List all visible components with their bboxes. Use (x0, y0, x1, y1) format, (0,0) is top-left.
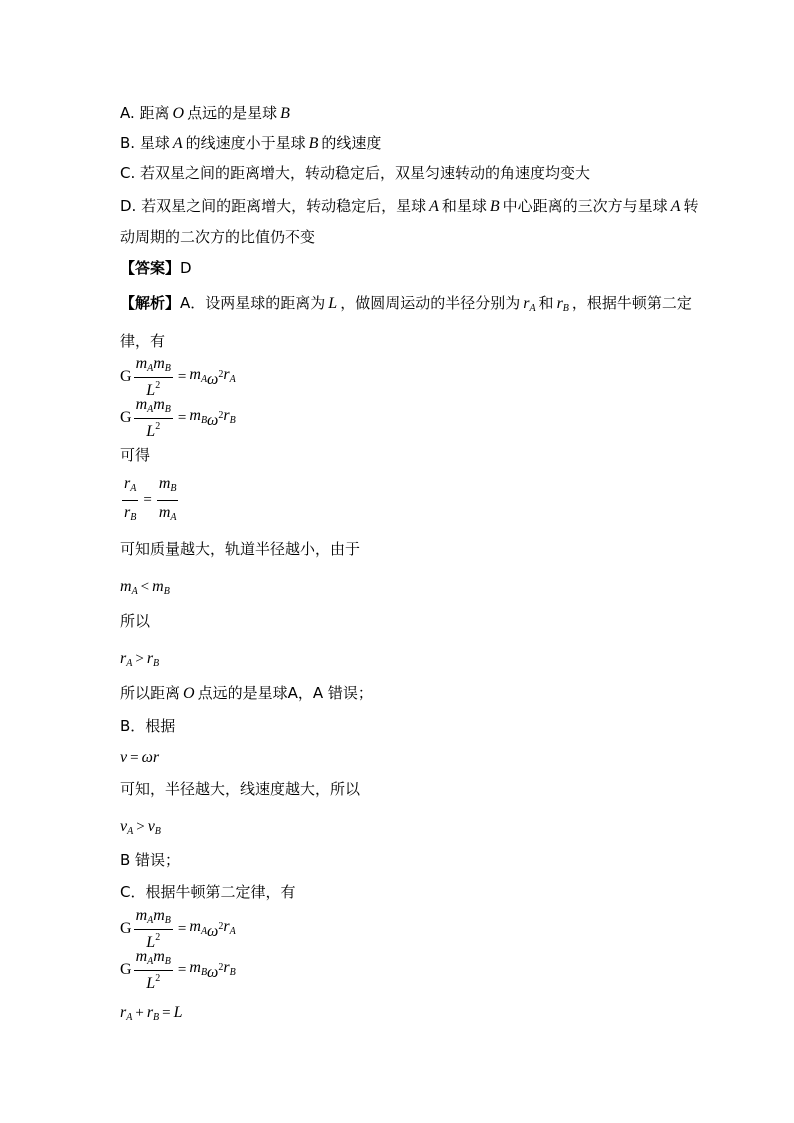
text-segment: B 错误； (120, 851, 181, 869)
math-variable-symbol: m (135, 948, 148, 965)
math-variable-symbol: L (146, 423, 156, 440)
step-c-intro (120, 882, 295, 902)
math-superscript: 2 (155, 932, 161, 943)
fraction-numerator (122, 476, 138, 496)
math-variable-symbol: G (120, 409, 132, 426)
text-segment: 的线速度小于星球 (185, 134, 306, 152)
math-operator: = (130, 750, 139, 766)
math-variable (147, 650, 159, 667)
section-label: 【解析】 (120, 294, 181, 312)
math-variable-symbol: L (173, 1004, 183, 1021)
math-variable (280, 105, 290, 122)
math-subscript: B (164, 363, 171, 374)
text-segment: B. 星球 (120, 134, 170, 152)
text-segment: A．设两星球的距离为 (180, 294, 326, 312)
math-variable (124, 475, 136, 492)
text-segment: 所以 (120, 612, 151, 630)
math-subscript: B (200, 414, 208, 426)
analysis-intro-continued (120, 331, 165, 351)
text-segment: ，根据牛顿第二定 (571, 294, 692, 312)
math-variable (120, 1004, 132, 1021)
math-variable (142, 749, 153, 766)
math-variable (328, 295, 337, 312)
math-variable-symbol: m (153, 396, 165, 413)
math-variable (159, 475, 177, 492)
math-variable (207, 365, 223, 390)
fraction (122, 476, 138, 525)
math-variable (189, 958, 207, 983)
math-variable (557, 295, 569, 312)
math-variable (173, 135, 183, 152)
option-c (120, 163, 590, 183)
fraction (157, 476, 179, 525)
math-subscript: A (200, 373, 208, 385)
math-operator: < (140, 579, 150, 595)
text-segment: 可得 (120, 446, 151, 464)
text-segment: 可知，半径越大，线速度越大，所以 (120, 780, 361, 798)
math-operator: = (162, 1005, 171, 1021)
math-operator: = (177, 369, 187, 385)
math-variable (183, 685, 195, 702)
math-variable-symbol: m (158, 503, 171, 521)
math-variable-symbol: G (120, 961, 132, 978)
text-segment: 和星球 (441, 197, 487, 215)
math-variable-symbol: L (328, 295, 338, 312)
math-variable-symbol: A (670, 198, 681, 215)
step-b-reason (120, 779, 360, 799)
math-variable-symbol: r (223, 917, 230, 935)
math-variable-symbol: ω (141, 749, 153, 766)
text-segment: C. 若双星之间的距离增大，转动稳定后，双星匀速转动的角速度均变大 (120, 164, 591, 182)
math-subscript: A (170, 511, 177, 523)
math-operator: = (143, 492, 152, 508)
math-variable (207, 406, 223, 431)
math-variable-symbol: r (223, 958, 230, 976)
math-variable (159, 504, 177, 521)
math-variable-symbol: r (523, 295, 530, 312)
text-segment: A. 距离 (120, 104, 170, 122)
equation-radius-ratio (120, 474, 180, 523)
math-variable-symbol: m (153, 948, 165, 965)
math-variable-symbol: m (120, 578, 132, 595)
math-subscript: A (131, 586, 138, 597)
math-variable (120, 408, 132, 428)
math-variable-symbol: r (223, 406, 230, 424)
math-variable (120, 367, 132, 387)
math-operator: + (135, 1005, 144, 1021)
math-variable-symbol: m (189, 958, 201, 976)
math-variable (429, 198, 439, 215)
fraction-denominator (157, 505, 179, 525)
math-variable-symbol: r (120, 1004, 127, 1021)
math-subscript: B (163, 586, 170, 597)
fraction-bar (134, 970, 173, 971)
math-variable (174, 1004, 183, 1021)
fraction (134, 949, 173, 991)
fraction (134, 356, 173, 398)
math-variable (153, 396, 171, 413)
fraction-numerator (134, 908, 173, 928)
text-segment: 动周期的二次方的比值仍不变 (120, 228, 316, 246)
fraction (134, 908, 173, 950)
math-subscript: B (170, 482, 177, 494)
math-variable (120, 650, 132, 667)
math-variable (189, 917, 207, 942)
text-segment: 点远的是星球A，A 错误； (197, 684, 373, 702)
math-variable-symbol: B (489, 198, 500, 215)
math-superscript: 2 (155, 973, 161, 984)
fraction-bar (122, 500, 138, 501)
fraction-bar (134, 418, 173, 419)
fraction-bar (157, 500, 179, 501)
math-variable (120, 960, 132, 980)
math-variable (223, 917, 235, 942)
text-therefore (120, 611, 150, 631)
math-variable (671, 198, 681, 215)
math-variable (148, 818, 161, 835)
math-variable (223, 958, 235, 983)
math-subscript: B (229, 966, 236, 978)
math-subscript: B (153, 658, 160, 669)
math-variable (173, 105, 185, 122)
math-variable-symbol: r (124, 503, 131, 521)
equation-gravity-c-a (120, 907, 236, 951)
math-variable-symbol: ω (207, 922, 219, 940)
math-subscript: A (147, 404, 154, 415)
text-segment: 律，有 (120, 332, 166, 350)
text-segment: D (180, 259, 192, 277)
math-superscript: 2 (218, 961, 224, 973)
math-variable (207, 958, 223, 983)
math-variable (189, 365, 207, 390)
math-variable (153, 907, 171, 924)
equation-gravity-b (120, 396, 236, 440)
math-variable-symbol: r (152, 749, 160, 766)
conclusion-a (120, 683, 373, 703)
text-segment: D. 若双星之间的距离增大，转动稳定后，星球 (120, 197, 427, 215)
equation-gravity-c-b (120, 948, 236, 992)
math-variable (152, 578, 170, 595)
math-variable-symbol: A (172, 135, 183, 152)
math-variable-symbol: L (146, 382, 156, 399)
math-variable-symbol: O (183, 685, 195, 702)
option-d (120, 196, 698, 216)
math-variable-symbol: r (124, 474, 131, 492)
option-d-continued (120, 227, 315, 247)
math-subscript: B (164, 404, 171, 415)
math-subscript: A (200, 925, 208, 937)
option-a (120, 103, 293, 123)
math-subscript: B (164, 915, 171, 926)
math-variable (146, 423, 160, 440)
math-superscript: 2 (218, 920, 224, 932)
math-variable (120, 919, 132, 939)
math-variable (523, 295, 535, 312)
math-subscript: B (153, 1012, 160, 1023)
math-superscript: 2 (218, 368, 224, 380)
math-variable (189, 406, 207, 431)
fraction-numerator (134, 356, 173, 376)
math-variable (147, 1004, 159, 1021)
math-subscript: A (126, 1012, 133, 1023)
math-variable-symbol: A (429, 198, 439, 215)
fraction-denominator (144, 972, 162, 991)
math-variable (223, 406, 235, 431)
step-b-intro (120, 716, 175, 736)
math-variable-symbol: m (135, 355, 148, 372)
math-subscript: A (529, 303, 536, 314)
math-subscript: A (229, 925, 236, 937)
math-superscript: 2 (155, 421, 161, 432)
math-variable-symbol: L (146, 975, 156, 992)
math-variable-symbol: r (223, 365, 230, 383)
math-variable (153, 355, 171, 372)
math-variable (153, 948, 171, 965)
math-variable-symbol: m (135, 396, 148, 413)
math-subscript: A (127, 826, 134, 837)
math-variable-symbol: m (135, 907, 148, 924)
math-subscript: A (126, 658, 133, 669)
text-segment: 所以距离 (120, 684, 181, 702)
fraction-denominator (144, 420, 162, 439)
inequality-radius (120, 648, 159, 668)
math-variable-symbol: m (189, 917, 201, 935)
math-variable (490, 198, 500, 215)
fraction (134, 397, 173, 439)
math-variable-symbol: B (280, 105, 290, 122)
math-variable (120, 818, 133, 835)
math-variable-symbol: L (146, 934, 156, 951)
math-variable (120, 578, 138, 595)
math-subscript: A (130, 482, 137, 494)
math-variable-symbol: v (120, 749, 128, 766)
fraction-numerator (157, 476, 179, 496)
text-segment: 和 (538, 294, 554, 312)
math-subscript: B (154, 826, 161, 837)
math-operator: = (177, 921, 187, 937)
math-operator: > (136, 819, 145, 835)
math-superscript: 2 (218, 409, 224, 421)
fraction-numerator (134, 949, 173, 969)
math-variable (124, 504, 136, 521)
math-subscript: A (147, 363, 154, 374)
math-subscript: A (229, 373, 236, 385)
math-operator: = (177, 962, 187, 978)
math-subscript: A (147, 956, 154, 967)
math-variable (223, 365, 235, 390)
math-variable-symbol: ω (207, 963, 219, 981)
math-operator: > (135, 651, 144, 667)
math-subscript: B (562, 303, 569, 314)
fraction-denominator (122, 505, 138, 525)
math-variable-symbol: r (556, 295, 563, 312)
math-variable-symbol: v (147, 818, 155, 835)
equation-velocity (120, 747, 159, 767)
math-variable (136, 396, 154, 413)
math-variable (136, 907, 154, 924)
math-variable-symbol: O (172, 105, 185, 122)
math-variable (136, 948, 154, 965)
math-variable-symbol: m (158, 474, 171, 492)
math-variable-symbol: r (120, 650, 127, 667)
inequality-mass (120, 576, 170, 596)
math-subscript: B (130, 511, 137, 523)
math-variable-symbol: r (146, 650, 154, 667)
fraction-numerator (134, 397, 173, 417)
math-variable-symbol: G (120, 368, 132, 385)
math-variable-symbol: m (189, 406, 201, 424)
inequality-velocity (120, 816, 161, 836)
text-segment: 点远的是星球 (187, 104, 278, 122)
fraction-bar (134, 377, 173, 378)
math-variable-symbol: B (308, 135, 319, 152)
text-segment: 的线速度 (321, 134, 382, 152)
math-variable (207, 917, 223, 942)
option-b (120, 133, 381, 153)
section-label: 【答案】 (120, 259, 181, 277)
conclusion-b (120, 850, 180, 870)
text-segment: B．根据 (120, 717, 176, 735)
math-variable-symbol: ω (207, 411, 219, 429)
math-variable-symbol: v (120, 818, 128, 835)
math-variable (146, 975, 160, 992)
text-segment: 可知质量越大，轨道半径越小，由于 (120, 540, 361, 558)
math-variable-symbol: m (153, 355, 165, 372)
text-hence (120, 445, 150, 465)
analysis-intro (120, 293, 692, 313)
math-variable-symbol: m (152, 578, 164, 595)
text-mass-note (120, 539, 360, 559)
math-variable (120, 749, 127, 766)
math-variable (136, 355, 154, 372)
math-subscript: A (147, 915, 154, 926)
math-subscript: B (229, 414, 236, 426)
text-segment: C．根据牛顿第二定律，有 (120, 883, 296, 901)
equation-gravity-a (120, 355, 236, 399)
math-variable-symbol: m (153, 907, 165, 924)
text-segment: 中心距离的三次方与星球 (502, 197, 668, 215)
fraction-bar (134, 929, 173, 930)
math-operator: = (177, 410, 187, 426)
text-segment: ，做圆周运动的半径分别为 (340, 294, 521, 312)
answer-line (120, 258, 192, 278)
math-subscript: B (200, 966, 208, 978)
math-subscript: B (164, 956, 171, 967)
math-variable-symbol: ω (207, 370, 219, 388)
math-variable-symbol: m (189, 365, 201, 383)
math-superscript: 2 (155, 380, 161, 391)
math-variable (153, 749, 159, 766)
equation-radius-sum (120, 1002, 183, 1022)
text-segment: 转 (683, 197, 699, 215)
math-variable (309, 135, 319, 152)
math-variable-symbol: G (120, 920, 132, 937)
math-variable-symbol: r (146, 1004, 154, 1021)
